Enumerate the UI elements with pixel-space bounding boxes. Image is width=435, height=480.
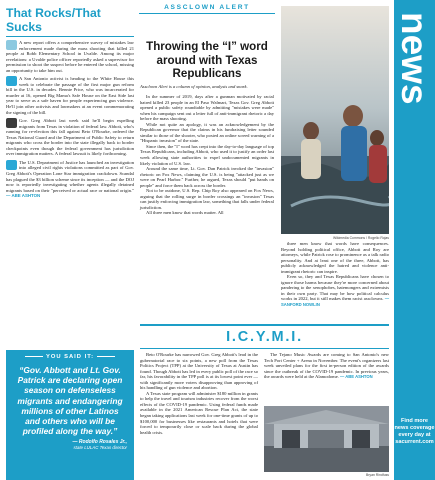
paragraph: In the summer of 2019, days after a gunman motivated by racial hatred killed 23 people in an El Paso Walmart, Texas Gov. Greg Abbott opened a public safety roundtable by admitting "mistakes were made" when his campaign sent out a letter full of anti-immigrant rhetoric a day before the mass shooting. bbox=[140, 94, 274, 122]
byline: — ABE ASHTON bbox=[340, 374, 373, 380]
tejano-awards-photo bbox=[264, 406, 389, 472]
icymi-column-a bbox=[140, 352, 258, 435]
section-name: news bbox=[394, 12, 435, 105]
article-body-continued bbox=[281, 241, 389, 308]
quote-attribution-title: state LULAC Texas director bbox=[73, 445, 127, 451]
paragraph: Not to be outdone, U.S. Rep. Chip Roy also appeared on Fox News, arguing that the rolling surge in border crossings an "invasion" Texas can justify enforcing immigration law, something that falls under federal jurisdiction. bbox=[140, 188, 274, 210]
that-rocks-column bbox=[6, 6, 134, 199]
you-said-it-box bbox=[6, 350, 134, 480]
divider bbox=[140, 348, 389, 349]
title-rule bbox=[6, 36, 134, 37]
paragraph: Around the same time, Lt. Gov. Dan Patrick invoked the "invasion" rhetoric on Fox News, claiming the U.S. is being "attacked just as we were on Pearl Harbor." Further, he argued, Texas should "put hands on people" and force them back across the border. bbox=[140, 166, 274, 188]
article-deck: Assclown Alert is a column of opinion, analysis and snark. bbox=[140, 84, 248, 89]
rocks-item: A San Antonio activist is heading to the White House this week to celebrate the passage of the first major gun reform bill in the U.S. in decades. Bennie Price, who was incarcerated for murder at 16, opened Big Mama's Safe House on the East Side last year to serve as a safe haven for people experiencing gun violence. He'll join other activists and lawmakers at an event commemorating the signing of the bill. bbox=[6, 76, 134, 115]
thumbs-up-icon bbox=[6, 160, 17, 170]
paragraph: The Tejano Music Awards are coming to San Antonio's new Tech Port Center + Arena in November. The event's organizers last week unveiled plans for the first in-person edition of the awards since the outbreak of the COVID-19 pandemic. In previous years, the awards were held at the Alamodome. — ABE ASHTON bbox=[264, 352, 389, 380]
you-said-it-header: YOU SAID IT: bbox=[13, 354, 127, 360]
thumbs-down-icon bbox=[6, 40, 17, 50]
section-kicker: ASSCLOWN ALERT bbox=[139, 4, 275, 14]
article-headline: Throwing the “I” word around with Texas Republicans bbox=[146, 40, 268, 80]
rocks-item: The U.S. Department of Justice has launched an investigation into alleged civil rights violations committed as part of Gov. Greg Abbott's Operation Lone Star immigration crackdown. Scandal has plagued the $3 billion scheme since its inception — and the DOJ now is reportedly investigating whether agents illegally detained migrants based on their "perceived or actual race or national origin." — ABE ASHTON bbox=[6, 159, 134, 199]
thumbs-up-icon bbox=[6, 76, 17, 86]
paragraph: All three men know that words matter. All bbox=[146, 210, 224, 216]
pull-quote: “Gov. Abbott and Lt. Gov. Patrick are declaring open season on defenseless migrants and endangering millions of other Latinos and others who will be profiled along the way.” bbox=[17, 365, 123, 437]
column-title: That Rocks/That Sucks bbox=[6, 6, 101, 34]
paragraph: three men know that words have consequences. Beyond holding political office, Abbott and Roy are attorneys, while Patrick rose to prominence as a talk radio personality. And at least one of the three, Abbott, has publicly acknowledged the hatred and violence anti-immigrant rhetoric can inspire. bbox=[281, 241, 389, 274]
paragraph: Since then, the "I" word has crept into the day-to-day language of top Texas Republicans, including Abbott, who used it to justify an order last week allowing state authorities to expel undocumented migrants in likely violation of U.S. law. bbox=[140, 143, 274, 166]
paragraph: Even so, they and Texas Republicans have chosen to ignore those harms because they're more concerned about pandering to the xenophobes, hatemongers and extremists in their own party. That may be how political calculus works in 2022, but it still makes them racist assclowns. — SANFORD NOWLIN bbox=[281, 274, 390, 308]
thumbs-down-icon bbox=[6, 118, 17, 128]
border-photo bbox=[281, 6, 389, 234]
article-body bbox=[140, 94, 274, 216]
photo-credit: Wikimedia Commons / Rogelio Rojas bbox=[333, 236, 389, 240]
paragraph: While not quite an apology, it was an acknowledgement by the Republican governor that the claims in his fundraising letter sounded similar to those of the shooter, who posted an online screed warning of a "Hispanic invasion" of the state. bbox=[140, 121, 274, 144]
photo-credit: Bryan Rindfuss bbox=[366, 473, 389, 477]
find-more-text: Find more news coverage every day at sacurrent.com bbox=[394, 418, 435, 445]
paragraph: Beto O'Rourke has narrowed Gov. Greg Abbott's lead in the gubernatorial race to six points, a new poll from the Texas Politics Project (TPP) at the University of Texas at Austin has found. Though Abbott has led in every public poll of the race so far, his favorability in the TPP poll is at its lowest point ever — with significantly more voters disapproving than approving of his handling of gun violence and abortion. bbox=[140, 352, 258, 391]
byline: — SANFORD NOWLIN bbox=[281, 296, 390, 308]
byline: — ABE ASHTON bbox=[6, 193, 41, 199]
section-label bbox=[394, 6, 435, 156]
divider bbox=[140, 324, 389, 326]
icymi-heading: I.C.Y.M.I. bbox=[226, 329, 303, 345]
quote-attribution: — Rodolfo Rosales Jr., bbox=[72, 439, 127, 446]
rocks-item: A new report offers a comprehensive survey of mistakes law enforcement made during the mass shooting that killed 21 people at Robb Elementary School in Uvalde. Among its major revelations: a Uvalde police officer reportedly asked a supervisor for permission to shoot the suspect before he entered the school, missing an opportunity to take him out. bbox=[6, 40, 134, 73]
paragraph: A Texas state program will administer $180 million in grants to help the travel and tourism industries recover from the worst effects of the COVID-19 pandemic. Using federal funds made available in the 2021 American Rescue Plan Act, the state began taking applications last week for one-time grants of up to $100,000 for businesses like restaurants and hotels that were forced to temporarily close or scale back during the global health crisis. bbox=[140, 390, 258, 435]
icymi-column-b bbox=[264, 352, 389, 380]
rocks-item: Gov. Greg Abbott last week said he'll begin expelling migrants from Texas in violation of federal law. Abbott, who's running for re-election this fall against Beto O'Rourke, ordered the Texas National Guard and the Department of Public Safety to return migrants who cross the border into the state illegally back to border checkpoints even though the federal government has jurisdiction over immigration matters. A federal lawsuit is likely forthcoming. bbox=[6, 118, 134, 157]
